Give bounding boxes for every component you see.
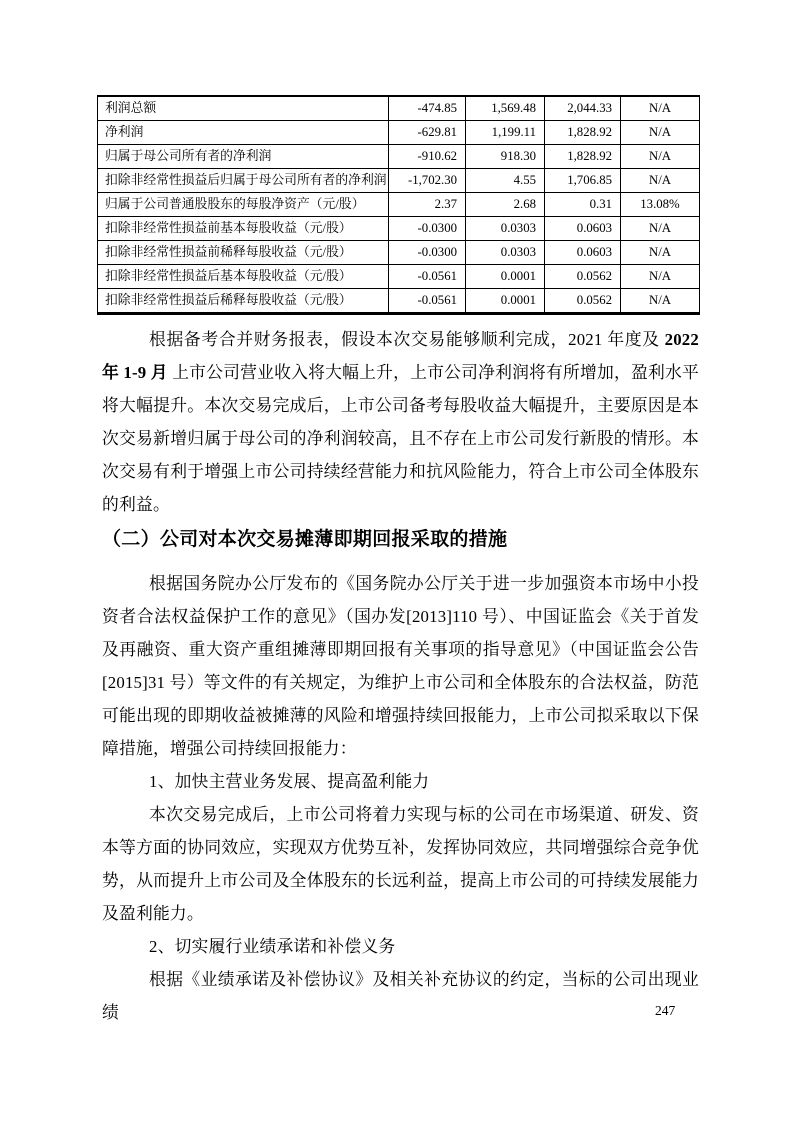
table-row: [98, 193, 700, 217]
table-row-value: -0.0300: [389, 241, 466, 265]
table-row: [98, 289, 700, 314]
paragraph-pro-forma-summary-bold-period: 2022 年 1-9 月: [102, 330, 699, 382]
table-row-value: 0.0303: [466, 241, 545, 265]
paragraph-regulatory-basis: 根据国务院办公厅发布的《国务院办公厅关于进一步加强资本市场中小投资者合法权益保护工作的意见》（国办发[2013]110 号）、中国证监会《关于首发及再融资、重大资产重组摊薄即期回报有关事项的指导意见》（中国证监会公告[2015]31 号）等文件的有关规定，为维护上市公司和全体股东的合法权益，防范可能出现的即期收益被摊薄的风险和增强持续回报能力，上市公司拟采取以下保障措施，增强公司持续回报能力：: [102, 574, 699, 758]
paragraph-measure-1-detail: 本次交易完成后，上市公司将着力实现与标的公司在市场渠道、研发、资本等方面的协同效应，实现双方优势互补，发挥协同效应，共同增强综合竞争优势，从而提升上市公司及全体股东的长远利益，提高上市公司的可持续发展能力及盈利能力。: [102, 805, 699, 923]
table-row-value: 0.0303: [466, 217, 545, 241]
paragraph-measure-2-detail: 根据《业绩承诺及补偿协议》及相关补充协议的约定，当标的公司出现业绩: [102, 970, 699, 1022]
table-row-value: -0.0561: [389, 265, 466, 289]
table-row-label: 扣除非经常性损益后稀释每股收益（元/股）: [98, 289, 389, 314]
table-row-value: 0.0001: [466, 265, 545, 289]
table-row-value: 2,044.33: [545, 96, 621, 121]
measure-item-1: 1、加快主营业务发展、提高盈利能力: [149, 772, 430, 791]
table-row-value: -1,702.30: [389, 169, 466, 193]
table-row: [98, 96, 700, 121]
table-row-value: 0.0603: [545, 217, 621, 241]
table-row: [98, 241, 700, 265]
page-content: [97, 95, 699, 1029]
table-row-value: -0.0561: [389, 289, 466, 314]
table-row-value: N/A: [621, 265, 700, 289]
table-row: [98, 145, 700, 169]
table-row-value: 0.0562: [545, 265, 621, 289]
paragraph-pro-forma-summary-text-pre: 根据备考合并财务报表，假设本次交易能够顺利完成，2021 年度及: [149, 330, 665, 349]
table-row-value: 0.0001: [466, 289, 545, 314]
table-row-value: 1,199.11: [466, 121, 545, 145]
table-row-value: -0.0300: [389, 217, 466, 241]
table-row-value: -910.62: [389, 145, 466, 169]
paragraph-pro-forma-summary-text-post: 上市公司营业收入将大幅上升，上市公司净利润将有所增加，盈利水平将大幅提升。本次交易完成后，上市公司备考每股收益大幅提升，主要原因是本次交易新增归属于母公司的净利润较高，且不存在上市公司发行新股的情形。本次交易有利于增强上市公司持续经营能力和抗风险能力，符合上市公司全体股东的利益。: [102, 363, 699, 514]
table-row-value: N/A: [621, 96, 700, 121]
table-row-value: N/A: [621, 289, 700, 314]
page-number: 247: [655, 1003, 676, 1018]
table-row-label: 扣除非经常性损益后基本每股收益（元/股）: [98, 265, 389, 289]
table-row-value: 1,706.85: [545, 169, 621, 193]
table-row: [98, 169, 700, 193]
table-row-value: -474.85: [389, 96, 466, 121]
table-row-value: 1,828.92: [545, 121, 621, 145]
table-row-label: 利润总额: [98, 96, 389, 121]
table-row-label: 扣除非经常性损益后归属于母公司所有者的净利润: [98, 169, 389, 193]
table-row-value: 2.68: [466, 193, 545, 217]
table-row-label: 扣除非经常性损益前稀释每股收益（元/股）: [98, 241, 389, 265]
table-row-value: N/A: [621, 145, 700, 169]
table-row-value: -629.81: [389, 121, 466, 145]
table-row-value: 0.31: [545, 193, 621, 217]
table-row-value: 4.55: [466, 169, 545, 193]
table-row-label: 归属于母公司所有者的净利润: [98, 145, 389, 169]
table-row-label: 净利润: [98, 121, 389, 145]
table-row-value: 0.0603: [545, 241, 621, 265]
table-row-value: 2.37: [389, 193, 466, 217]
table-row: [98, 265, 700, 289]
table-row-value: N/A: [621, 169, 700, 193]
table-row: [98, 121, 700, 145]
paragraph-pro-forma-summary: [102, 323, 699, 521]
table-row-value: 1,569.48: [466, 96, 545, 121]
table-row-value: N/A: [621, 121, 700, 145]
measure-item-2: 2、切实履行业绩承诺和补偿义务: [149, 937, 396, 956]
table-row-value: N/A: [621, 217, 700, 241]
table-row-label: 归属于公司普通股股东的每股净资产（元/股）: [98, 193, 389, 217]
table-row-value: 1,828.92: [545, 145, 621, 169]
section-heading-measures: （二）公司对本次交易摊薄即期回报采取的措施: [102, 529, 508, 550]
table-row-value: 13.08%: [621, 193, 700, 217]
table-row-value: 918.30: [466, 145, 545, 169]
table-row-value: N/A: [621, 241, 700, 265]
table-row-value: 0.0562: [545, 289, 621, 314]
table-row-label: 扣除非经常性损益前基本每股收益（元/股）: [98, 217, 389, 241]
pro-forma-financials-table: [97, 95, 700, 315]
pro-forma-financials-table-body: [98, 96, 700, 314]
table-row: [98, 217, 700, 241]
